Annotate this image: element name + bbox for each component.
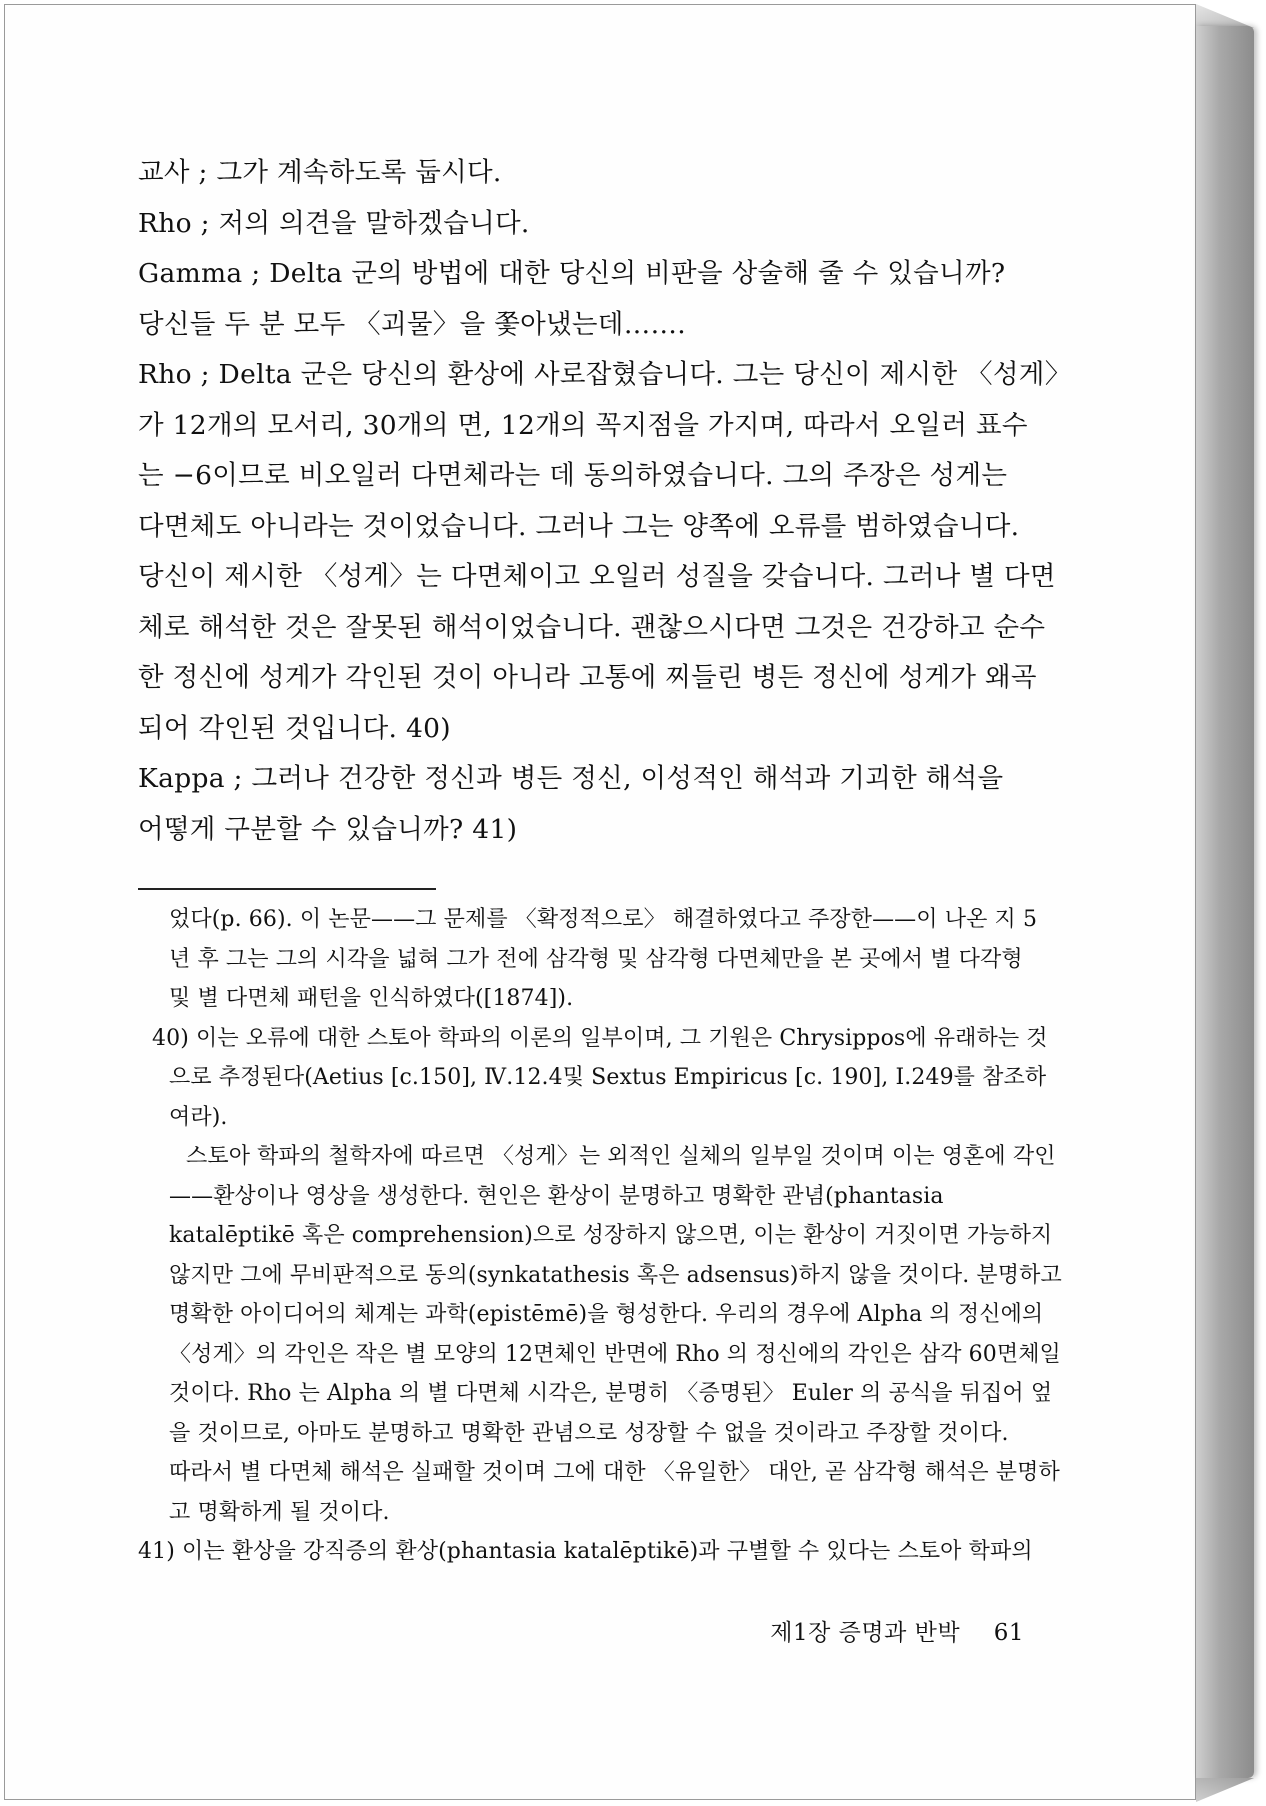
page-number: 61 [993,1620,1024,1646]
footnote-line: 41) 이는 환상을 강직증의 환상(phantasia katalēptikē)과 구별할 수 있다는 스토아 학파의 [138,1539,1033,1564]
footnote-line: 스토아 학파의 철학자에 따르면 〈성게〉는 외적인 실체의 일부일 것이며 이는 영혼에 각인 [186,1144,1056,1169]
running-head: 제1장 증명과 반박 [770,1620,961,1646]
page-footer [760,1614,1024,1647]
footnote-line: 〈성게〉의 각인은 작은 별 모양의 12면체인 반면에 Rho 의 정신에의 각인은 삼각 60면체일 [169,1341,1061,1367]
text-line: 당신이 제시한 〈성게〉는 다면체이고 오일러 성질을 갖습니다. 그러나 별 다면 [138,561,1056,592]
text-line: Rho ; 저의 의견을 말하겠습니다. [138,207,530,239]
footnote-line: 을 것이므로, 아마도 분명하고 명확한 관념으로 성장할 수 없을 것이라고 주장할 것이다. [169,1420,1009,1446]
dialogue-text [138,148,1072,855]
footnote-line: 고 명확하게 될 것이다. [169,1499,390,1525]
footnote-line: 것이다. Rho 는 Alpha 의 별 다면체 시각은, 분명히 〈증명된〉 Euler 의 공식을 뒤집어 엎 [169,1381,1053,1406]
text-line: 한 정신에 성게가 각인된 것이 아니라 고통에 찌들린 병든 정신에 성게가 왜곡 [138,662,1037,693]
text-line: 어떻게 구분할 수 있습니까? 41) [138,813,518,845]
footnote-line: 었다(p. 66). 이 논문——그 문제를 〈확정적으로〉 해결하였다고 주장한——이 나온 지 5 [169,907,1038,932]
text-line: 가 12개의 모서리, 30개의 면, 12개의 꼭지점을 가지며, 따라서 오일러 표수 [138,409,1028,441]
footnote-line: 으로 추정된다(Aetius [c.150], Ⅳ.12.4및 Sextus Empiricus [c. 190], Ⅰ.249를 참조하 [169,1065,1047,1090]
footnote-line: 따라서 별 다면체 해석은 실패할 것이며 그에 대한 〈유일한〉 대안, 곧 삼각형 해석은 분명하 [169,1460,1060,1485]
footnote-line: ——환상이나 영상을 생성한다. 현인은 환상이 분명하고 명확한 관념(phantasia [169,1183,944,1209]
book-edge-bottom [1196,1778,1254,1802]
text-line: Gamma ; Delta 군의 방법에 대한 당신의 비판을 상술해 줄 수 있습니까? [138,258,1006,289]
footnote-separator [138,888,436,890]
text-line: 당신들 두 분 모두 〈괴물〉을 쫓아냈는데……. [138,308,687,340]
text-line: 다면체도 아니라는 것이었습니다. 그러나 그는 양쪽에 오류를 범하였습니다. [138,510,1020,542]
footnote-line: 년 후 그는 그의 시각을 넓혀 그가 전에 삼각형 및 삼각형 다면체만을 본 곳에서 별 다각형 [169,946,1023,972]
footnote-line: 및 별 다면체 패턴을 인식하였다([1874]). [169,986,574,1011]
text-line: 체로 해석한 것은 잘못된 해석이었습니다. 괜찮으시다면 그것은 건강하고 순수 [138,611,1046,643]
text-line: 되어 각인된 것입니다. 40) [138,712,451,744]
footnotes [138,900,1062,1572]
footnote-line: 여라). [169,1104,228,1130]
footnote-line: katalēptikē 혹은 comprehension)으로 성장하지 않으면, 이는 환상이 거짓이면 가능하지 [169,1223,1053,1248]
footnote-line: 40) 이는 오류에 대한 스토아 학파의 이론의 일부이며, 그 기원은 Chrysippos에 유래하는 것 [152,1025,1048,1051]
text-line: 는 −6이므로 비오일러 다면체라는 데 동의하였습니다. 그의 주장은 성게는 [138,460,1008,491]
book-edge-top [1196,4,1254,28]
footnote-line: 않지만 그에 무비판적으로 동의(synkatathesis 혹은 adsensus)하지 않을 것이다. 분명하고 [169,1262,1062,1288]
book-spine [1196,26,1254,1778]
text-line: 교사 ; 그가 계속하도록 둡시다. [138,157,502,188]
text-line: Kappa ; 그러나 건강한 정신과 병든 정신, 이성적인 해석과 기괴한 해석을 [138,763,1004,794]
footnote-line: 명확한 아이디어의 체계는 과학(epistēmē)을 형성한다. 우리의 경우에 Alpha 의 정신에의 [169,1302,1044,1327]
text-line: Rho ; Delta 군은 당신의 환상에 사로잡혔습니다. 그는 당신이 제시한 〈성게〉 [138,359,1072,390]
